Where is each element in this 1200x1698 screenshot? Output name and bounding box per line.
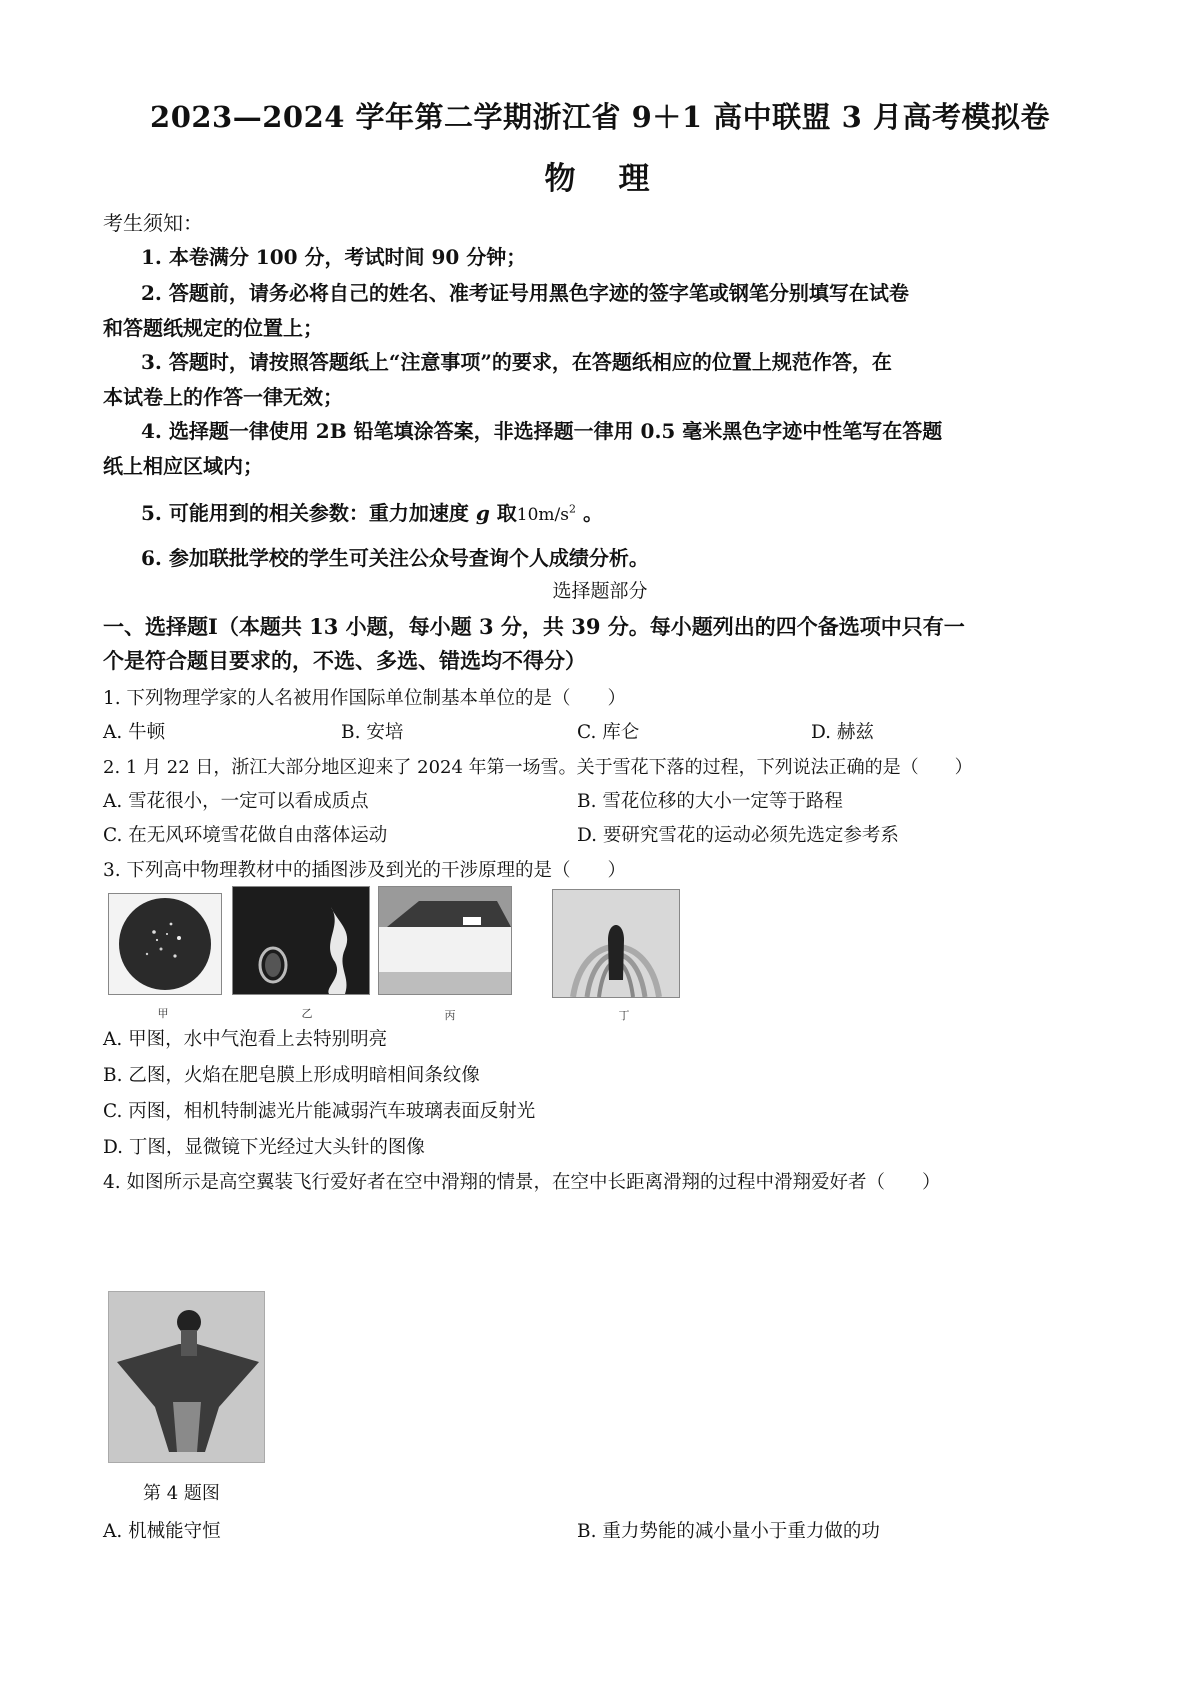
q2-option-a: A. 雪花很小，一定可以看成质点 (103, 791, 369, 812)
flame-film-illustration (233, 887, 369, 994)
q3-option-a: A. 甲图，水中气泡看上去特别明亮 (103, 1029, 388, 1050)
q4-option-b: B. 重力势能的减小量小于重力做的功 (577, 1521, 880, 1542)
car-glass-illustration (379, 887, 511, 994)
q1-option-d: D. 赫兹 (811, 722, 874, 743)
wingsuit-flyer-illustration (109, 1292, 264, 1462)
q2-option-b: B. 雪花位移的大小一定等于路程 (577, 791, 843, 812)
pin-diffraction-illustration (553, 890, 679, 997)
bubble-illustration (109, 894, 221, 994)
subject-title: 物 理 (544, 161, 656, 197)
caption-yi: 乙 (301, 1007, 313, 1020)
gravity-symbol: g (475, 501, 490, 525)
q2-option-d: D. 要研究雪花的运动必须先选定参考系 (577, 825, 899, 846)
q1-option-c: C. 库仑 (577, 722, 640, 743)
notice-item-3: 3. 答题时，请按照答题纸上“注意事项”的要求，在答题纸相应的位置上规范作答，在 (141, 350, 892, 374)
q4-option-a: A. 机械能守恒 (103, 1521, 221, 1542)
figure-jia (108, 893, 222, 995)
part1-heading-cont: 个是符合题目要求的，不选、多选、错选均不得分） (103, 648, 586, 673)
notice-item-3-cont: 本试卷上的作答一律无效； (103, 385, 343, 409)
notice-item-1: 1. 本卷满分 100 分，考试时间 90 分钟； (141, 245, 527, 269)
gravity-value: 10m/s (516, 505, 569, 525)
notice-item-4: 4. 选择题一律使用 2B 铅笔填涂答案，非选择题一律用 0.5 毫米黑色字迹中性笔写在答题 (141, 419, 943, 443)
figure-bing (378, 886, 512, 995)
q2-stem: 2. 1 月 22 日，浙江大部分地区迎来了 2024 年第一场雪。关于雪花下落的过程，下列说法正确的是（ ） (103, 757, 973, 778)
exam-title: 2023—2024 学年第二学期浙江省 9＋1 高中联盟 3 月高考模拟卷 (150, 100, 1050, 134)
notice-item-5-end: 。 (575, 501, 603, 525)
q4-stem: 4. 如图所示是高空翼装飞行爱好者在空中滑翔的情景，在空中长距离滑翔的过程中滑翔爱好者（ ） (103, 1172, 941, 1193)
figure-yi (232, 886, 370, 995)
figure-wingsuit (108, 1291, 265, 1463)
notice-item-4-cont: 纸上相应区域内； (103, 454, 263, 478)
q3-stem: 3. 下列高中物理教材中的插图涉及到光的干涉原理的是（ ） (103, 860, 627, 881)
caption-ding: 丁 (618, 1009, 630, 1022)
notice-heading: 考生须知： (103, 211, 203, 235)
notice-item-5-prefix: 5. 可能用到的相关参数：重力加速度 (141, 501, 476, 525)
notice-item-2: 2. 答题前，请务必将自己的姓名、准考证号用黑色字迹的签字笔或钢笔分别填写在试卷 (141, 281, 909, 305)
gravity-exponent: 2 (568, 502, 576, 516)
section-title: 选择题部分 (552, 580, 648, 602)
q3-option-c: C. 丙图，相机特制滤光片能减弱汽车玻璃表面反射光 (103, 1101, 536, 1122)
notice-item-2-cont: 和答题纸规定的位置上； (103, 316, 323, 340)
notice-item-5-mid: 取 (489, 501, 517, 525)
q1-option-a: A. 牛顿 (103, 722, 166, 743)
notice-item-6: 6. 参加联批学校的学生可关注公众号查询个人成绩分析。 (141, 546, 649, 570)
q4-figure-caption: 第 4 题图 (143, 1483, 220, 1504)
q3-option-b: B. 乙图，火焰在肥皂膜上形成明暗相间条纹像 (103, 1065, 480, 1086)
q2-option-c: C. 在无风环境雪花做自由落体运动 (103, 825, 388, 846)
q1-option-b: B. 安培 (341, 722, 404, 743)
caption-jia: 甲 (157, 1007, 169, 1020)
notice-item-5 (141, 497, 603, 526)
q1-stem: 1. 下列物理学家的人名被用作国际单位制基本单位的是（ ） (103, 688, 627, 709)
figure-ding (552, 889, 680, 998)
part1-heading: 一、选择题Ⅰ（本题共 13 小题，每小题 3 分，共 39 分。每小题列出的四个备选项中只有一 (103, 614, 965, 639)
caption-bing: 丙 (444, 1009, 456, 1022)
q3-option-d: D. 丁图，显微镜下光经过大头针的图像 (103, 1137, 425, 1158)
